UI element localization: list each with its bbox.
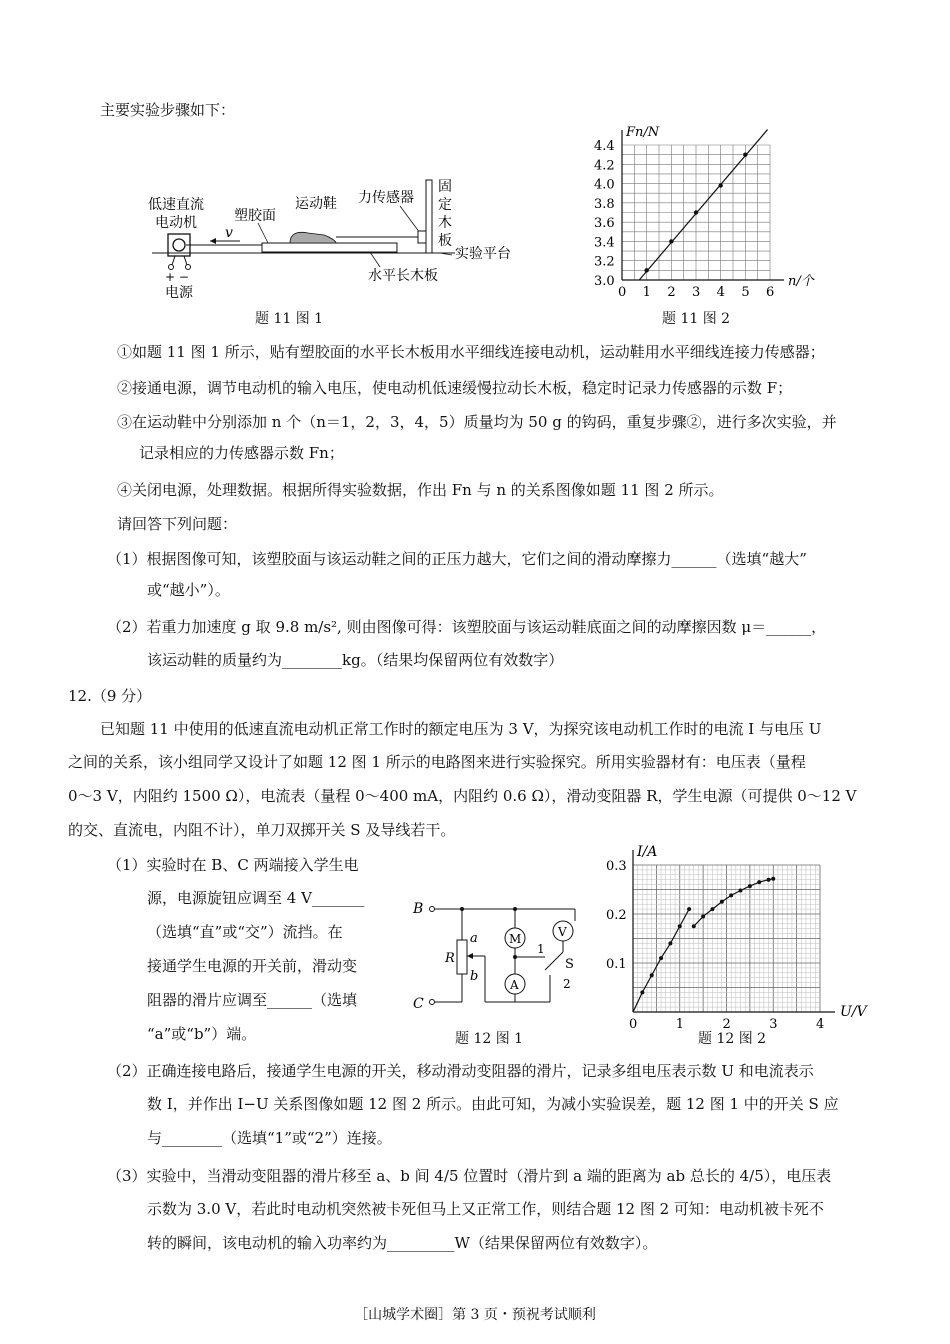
step-3-cont: 记录相应的力传感器示数 Fn； [139, 444, 344, 462]
plastic-label: 塑胶面 [234, 208, 276, 224]
fixed-board-label-3: 木 [438, 215, 452, 231]
q11-1-line2: 或“越小”）。 [147, 581, 230, 599]
data-point [650, 973, 654, 977]
y-tick-label: 0.1 [606, 957, 627, 972]
data-point [640, 990, 644, 994]
data-point [694, 210, 698, 214]
q12-2-line3: 与________（选填“1”或“2”）连接。 [147, 1129, 392, 1147]
plus-minus-label: + − [165, 270, 189, 284]
x-tick-label: 1 [642, 285, 651, 300]
shoe-shape [290, 232, 336, 243]
fixed-board-label-4: 板 [438, 233, 452, 249]
label-M: M [509, 932, 522, 946]
q12-3-line1: （3）实验中，当滑动变阻器的滑片移至 a、b 间 4/5 位置时（滑片到 a 端的距离为 ab 总长的 4/5），电压表 [107, 1167, 832, 1185]
circuit-diagram [405, 890, 590, 1020]
label-b: b [470, 969, 479, 984]
q12-head: 12.（9 分） [68, 687, 152, 705]
intro-text: 主要实验步骤如下： [100, 101, 236, 119]
long-board [262, 243, 397, 252]
q12-1-line2: 源，电源旋钮应调至 4 V_______ [147, 889, 365, 907]
step-2: ②接通电源，调节电动机的输入电压，使电动机低速缓慢拉动长木板，稳定时记录力传感器的示数 F； [117, 379, 793, 397]
y-axis-label: Fn/N [626, 125, 660, 140]
shoe-label: 运动鞋 [295, 196, 337, 212]
x-tick-label: 3 [692, 285, 701, 300]
fig11-1-caption: 题 11 图 1 [255, 311, 324, 327]
y-tick-label: 4.4 [594, 139, 615, 154]
sensor-body [418, 231, 426, 243]
q12-3-line2: 示数为 3.0 V，若此时电动机突然被卡死但马上又正常工作，则结合题 12 图 2 可知：电动机被卡死不 [147, 1200, 824, 1218]
x-tick-label: 6 [766, 285, 775, 300]
x-tick-label: 0 [629, 1017, 638, 1030]
x-tick-label: 1 [675, 1017, 685, 1030]
y-tick-label: 0.2 [606, 908, 627, 923]
q12-1-line1: （1）实验时在 B、C 两端接入学生电 [107, 856, 359, 874]
power-label: 电源 [165, 285, 193, 301]
long-board-label: 水平长木板 [368, 268, 438, 284]
label-1: 1 [537, 942, 545, 956]
motor-label-2: 电动机 [155, 215, 197, 231]
i-u-chart [605, 840, 895, 1030]
fixed-board-label-2: 定 [438, 197, 452, 213]
step-3: ③在运动鞋中分别添加 n 个（n＝1，2，3，4，5）质量均为 50 g 的钩码，重复步骤②，进行多次实验，并 [117, 413, 837, 431]
data-point [720, 900, 724, 904]
q11-2-line2: 该运动鞋的质量约为________kg。（结果均保留两位有效数字） [147, 651, 564, 669]
data-point [692, 924, 696, 928]
q12-text-1: 已知题 11 中使用的低速直流电动机正常工作时的额定电压为 3 V，为探究该电动机工作时的电流 I 与电压 U [100, 720, 822, 738]
label-S: S [565, 957, 574, 972]
step-1: ①如题 11 图 1 所示，贴有塑胶面的水平长木板用水平细线连接电动机，运动鞋用水平细线连接力传感器； [117, 343, 825, 361]
y-tick-label: 3.8 [594, 196, 615, 212]
q12-2-line1: （2）正确连接电路后，接通学生电源的开关，移动滑动变阻器的滑片，记录多组电压表示数 U 和电流表示 [107, 1062, 814, 1080]
terminal-C: C [413, 996, 424, 1012]
x-tick-label: 3 [769, 1017, 778, 1030]
x-axis-label: U/V [840, 1004, 867, 1020]
q12-3-line3: 转的瞬间，该电动机的输入功率约为_________W（结果保留两位有效数字）。 [147, 1234, 658, 1252]
q11-2-line1: （2）若重力加速度 g 取 9.8 m/s², 则由图像可得：该塑胶面与该运动鞋底面之间的动摩擦因数 μ＝______， [107, 618, 827, 636]
data-point [718, 183, 722, 187]
q12-1-line3: （选填“直”或“交”）流挡。在 [147, 923, 343, 941]
q12-1-line6: “a”或“b”）端。 [147, 1025, 257, 1043]
data-point [701, 914, 705, 918]
fig12-1-caption: 题 12 图 1 [455, 1031, 524, 1047]
data-point [743, 152, 747, 156]
terminal-B: B [413, 901, 424, 917]
data-point [668, 941, 672, 945]
q12-text-2: 之间的关系，该小组同学又设计了如题 12 图 1 所示的电路图来进行实验探究。所用实验器材有：电压表（量程 [68, 753, 806, 771]
data-point [644, 268, 648, 272]
y-tick-label: 3.6 [594, 216, 615, 232]
y-tick-label: 0.3 [606, 859, 627, 874]
y-tick-label: 4.0 [594, 177, 615, 193]
q12-1-line4: 接通学生电源的开关前，滑动变 [147, 957, 358, 975]
fn-n-chart [590, 120, 830, 305]
data-point [729, 893, 733, 897]
x-tick-label: 0 [618, 285, 627, 300]
data-point [659, 956, 663, 960]
data-point [767, 878, 771, 882]
fixed-board-label-1: 固 [438, 179, 452, 195]
platform-label: 实验平台 [455, 246, 511, 262]
x-tick-label: 2 [722, 1017, 731, 1030]
motor-wheel [173, 239, 185, 251]
fixed-board [426, 180, 432, 253]
fit-line [639, 130, 767, 280]
y-tick-label: 3.4 [594, 235, 615, 251]
data-point [739, 888, 743, 892]
q12-text-4: 的交、直流电，内阻不计），单刀双掷开关 S 及导线若干。 [68, 821, 456, 839]
motor-label-1: 低速直流 [148, 197, 204, 213]
y-tick-label: 3.0 [594, 274, 615, 289]
data-point [757, 880, 761, 884]
label-A: A [510, 978, 519, 992]
label-V: V [558, 925, 567, 939]
rheostat [457, 940, 467, 974]
data-point [669, 239, 673, 243]
label-2: 2 [563, 977, 571, 991]
page-footer: ［山城学术圈］第 3 页・预祝考试顺利 [354, 1307, 596, 1323]
fig11-1-apparatus [140, 175, 530, 305]
data-point [678, 924, 682, 928]
step-4: ④关闭电源，处理数据。根据所得实验数据，作出 Fn 与 n 的关系图像如题 11 图 2 所示。 [117, 481, 724, 499]
q11-1-line1: （1）根据图像可知，该塑胶面与该运动鞋之间的正压力越大，它们之间的滑动摩擦力______（选填“越大” [107, 550, 807, 568]
x-axis-label: n/个 [788, 274, 814, 289]
sensor-label: 力传感器 [358, 190, 414, 206]
fig12-2-caption: 题 12 图 2 [698, 1031, 767, 1047]
x-tick-label: 4 [716, 285, 725, 300]
y-tick-label: 4.2 [594, 158, 615, 174]
q12-text-3: 0～3 V，内阻约 1500 Ω），电流表（量程 0～400 mA，内阻约 0.6 Ω），滑动变阻器 R，学生电源（可提供 0～12 V [68, 787, 857, 805]
q12-2-line2: 数 I，并作出 I−U 关系图像如题 12 图 2 所示。由此可知，为减小实验误差，题 12 图 1 中的开关 S 应 [147, 1095, 839, 1113]
data-point [710, 907, 714, 911]
ask-text: 请回答下列问题： [117, 515, 238, 533]
v-label: v [225, 225, 233, 241]
label-a: a [470, 931, 478, 946]
data-point [687, 907, 691, 911]
x-tick-label: 2 [667, 285, 676, 300]
fig11-2-caption: 题 11 图 2 [662, 311, 731, 327]
y-axis-label: I/A [637, 844, 658, 860]
data-point [748, 884, 752, 888]
data-point [771, 877, 775, 881]
x-tick-label: 4 [816, 1017, 825, 1030]
x-tick-label: 5 [741, 285, 750, 300]
label-R: R [445, 951, 455, 966]
y-tick-label: 3.2 [594, 254, 615, 270]
q12-1-line5: 阻器的滑片应调至______（选填 [147, 991, 358, 1009]
